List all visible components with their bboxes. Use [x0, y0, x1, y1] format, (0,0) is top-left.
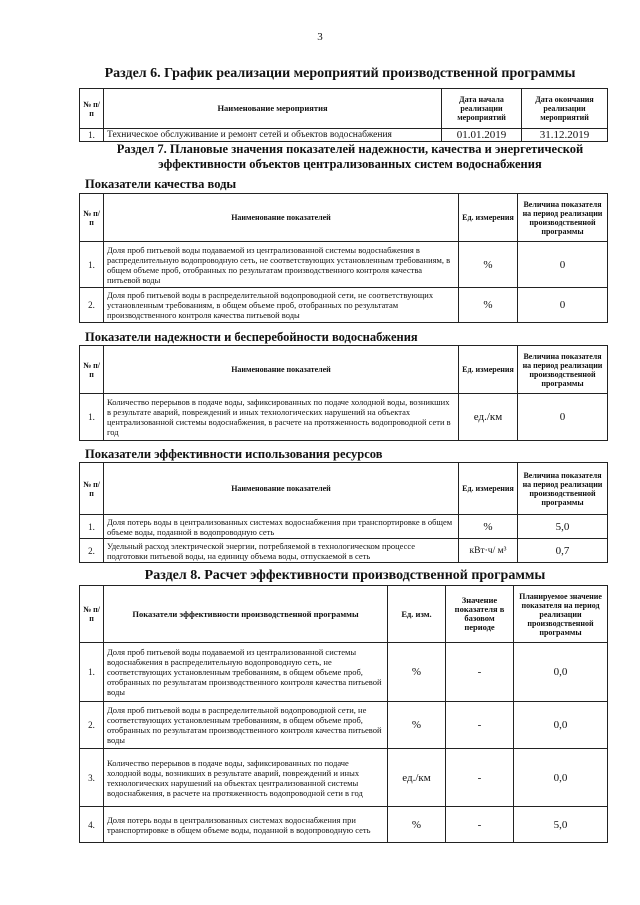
section8-title: Раздел 8. Расчет эффективности производственной программы — [144, 568, 546, 583]
row-name: Доля потерь воды в централизованных системах водоснабжения при транспортировке в общем объеме воды, поданной в водопроводную сеть — [104, 807, 388, 843]
row-name: Доля потерь воды в централизованных системах водоснабжения при транспортировке в общем объеме воды, поданной в водопроводную сеть — [104, 515, 459, 539]
row-num: 1. — [80, 242, 104, 288]
table-row — [80, 749, 608, 807]
row-value: 0,7 — [518, 539, 608, 563]
row-name: Доля проб питьевой воды подаваемой из централизованной системы водоснабжения в распределительную водопроводную сеть, не соответствующих установленным требованиям, в общем объеме проб, отобранных по результатам производственного контроля качества питьевой воды — [104, 643, 388, 702]
row-unit: % — [459, 242, 518, 288]
row-unit: % — [388, 702, 446, 749]
table-row — [80, 702, 608, 749]
row-planned: 0,0 — [514, 749, 608, 807]
row-unit: % — [388, 643, 446, 702]
header-num: № п/п — [80, 586, 104, 643]
header-name: Показатели эффективности производственной программы — [104, 586, 388, 643]
quality-table — [79, 193, 608, 323]
row-planned: 0,0 — [514, 702, 608, 749]
row-name: Доля проб питьевой воды в распределительной водопроводной сети, не соответствующих установленным требованиям, в общем объеме проб, отобранных по результатам производственного контроля качества питьевой воды — [104, 702, 388, 749]
header-name: Наименование показателей — [104, 346, 459, 394]
row-name: Доля проб питьевой воды в распределительной водопроводной сети, не соответствующих установленным требованиям, в общем объеме проб, отобранных по результатам производственного контроля качества питьевой воды — [104, 288, 459, 323]
row-value: 0 — [518, 242, 608, 288]
section6-title: Раздел 6. График реализации мероприятий производственной программы — [104, 66, 576, 81]
header-start: Дата начала реализации мероприятий — [442, 89, 522, 129]
reliability-table — [79, 345, 608, 441]
section7-title: Раздел 7. Плановые значения показателей надежности, качества и энергетической эффективности объектов централизованных систем водоснабжения — [116, 142, 584, 171]
header-base: Значение показателя в базовом периоде — [446, 586, 514, 643]
header-planned: Планируемое значение показателя на период реализации производственной программы — [514, 586, 608, 643]
header-name: Наименование показателей — [104, 463, 459, 515]
quality-header-row — [80, 194, 608, 242]
row-num: 4. — [80, 807, 104, 843]
row-unit: кВт·ч/ м³ — [459, 539, 518, 563]
row-planned: 0,0 — [514, 643, 608, 702]
section6-header-row — [80, 89, 608, 129]
row-num: 1. — [80, 129, 104, 142]
row-value: 0 — [518, 394, 608, 441]
row-base: - — [446, 643, 514, 702]
row-base: - — [446, 807, 514, 843]
quality-title: Показатели качества воды — [85, 177, 237, 191]
efficiency-table — [79, 462, 608, 563]
row-end: 31.12.2019 — [522, 129, 608, 142]
row-num: 2. — [80, 539, 104, 563]
row-base: - — [446, 749, 514, 807]
section6-table — [79, 88, 608, 142]
row-num: 1. — [80, 515, 104, 539]
row-unit: % — [459, 288, 518, 323]
row-name: Удельный расход электрической энергии, потребляемой в технологическом процессе подготовки питьевой воды, на единицу объема воды, отпускаемой в сеть — [104, 539, 459, 563]
efficiency-header-row — [80, 463, 608, 515]
row-unit: % — [459, 515, 518, 539]
row-name: Доля проб питьевой воды подаваемой из централизованной системы водоснабжения в распределительную водопроводную сеть, не соответствующих установленным требованиям, в общем объеме проб, отобранных по результатам производственного контроля качества питьевой воды — [104, 242, 459, 288]
page-number: 3 — [317, 31, 323, 43]
row-num: 1. — [80, 394, 104, 441]
row-value: 5,0 — [518, 515, 608, 539]
table-row — [80, 129, 608, 142]
section8-table — [79, 585, 608, 843]
section8-header-row — [80, 586, 608, 643]
reliability-title: Показатели надежности и бесперебойности водоснабжения — [85, 330, 418, 344]
row-num: 2. — [80, 702, 104, 749]
row-num: 2. — [80, 288, 104, 323]
row-start: 01.01.2019 — [442, 129, 522, 142]
row-value: 0 — [518, 288, 608, 323]
table-row — [80, 394, 608, 441]
header-num: № п/п — [80, 194, 104, 242]
reliability-header-row — [80, 346, 608, 394]
row-unit: % — [388, 807, 446, 843]
efficiency-title: Показатели эффективности использования ресурсов — [85, 447, 383, 461]
header-num: № п/п — [80, 346, 104, 394]
header-num: № п/п — [80, 89, 104, 129]
row-planned: 5,0 — [514, 807, 608, 843]
header-unit: Ед. измерения — [459, 346, 518, 394]
row-unit: ед./км — [388, 749, 446, 807]
row-num: 1. — [80, 643, 104, 702]
row-name: Количество перерывов в подаче воды, зафиксированных по подаче холодной воды, возникших в результате аварий, повреждений и иных технологических нарушений на объектах централизованной системы водоснабжения, в расчете на протяженность водопроводной сети в год — [104, 394, 459, 441]
header-unit: Ед. измерения — [459, 463, 518, 515]
header-name: Наименование показателей — [104, 194, 459, 242]
row-num: 3. — [80, 749, 104, 807]
table-row — [80, 643, 608, 702]
table-row — [80, 539, 608, 563]
header-num: № п/п — [80, 463, 104, 515]
header-unit: Ед. измерения — [459, 194, 518, 242]
header-value: Величина показателя на период реализации производственной программы — [518, 346, 608, 394]
header-value: Величина показателя на период реализации производственной программы — [518, 194, 608, 242]
table-row — [80, 515, 608, 539]
header-unit: Ед. изм. — [388, 586, 446, 643]
row-base: - — [446, 702, 514, 749]
header-value: Величина показателя на период реализации производственной программы — [518, 463, 608, 515]
row-name: Количество перерывов в подаче воды, зафиксированных по подаче холодной воды, возникших в результате аварий, повреждений и иных технологических нарушений на объектах централизованной системы водоснабжения, в расчете на протяженность водопроводной сети в год — [104, 749, 388, 807]
table-row — [80, 288, 608, 323]
header-end: Дата окончания реализации мероприятий — [522, 89, 608, 129]
row-name: Техническое обслуживание и ремонт сетей и объектов водоснабжения — [104, 129, 442, 142]
table-row — [80, 807, 608, 843]
row-unit: ед./км — [459, 394, 518, 441]
table-row — [80, 242, 608, 288]
header-name: Наименование мероприятия — [104, 89, 442, 129]
